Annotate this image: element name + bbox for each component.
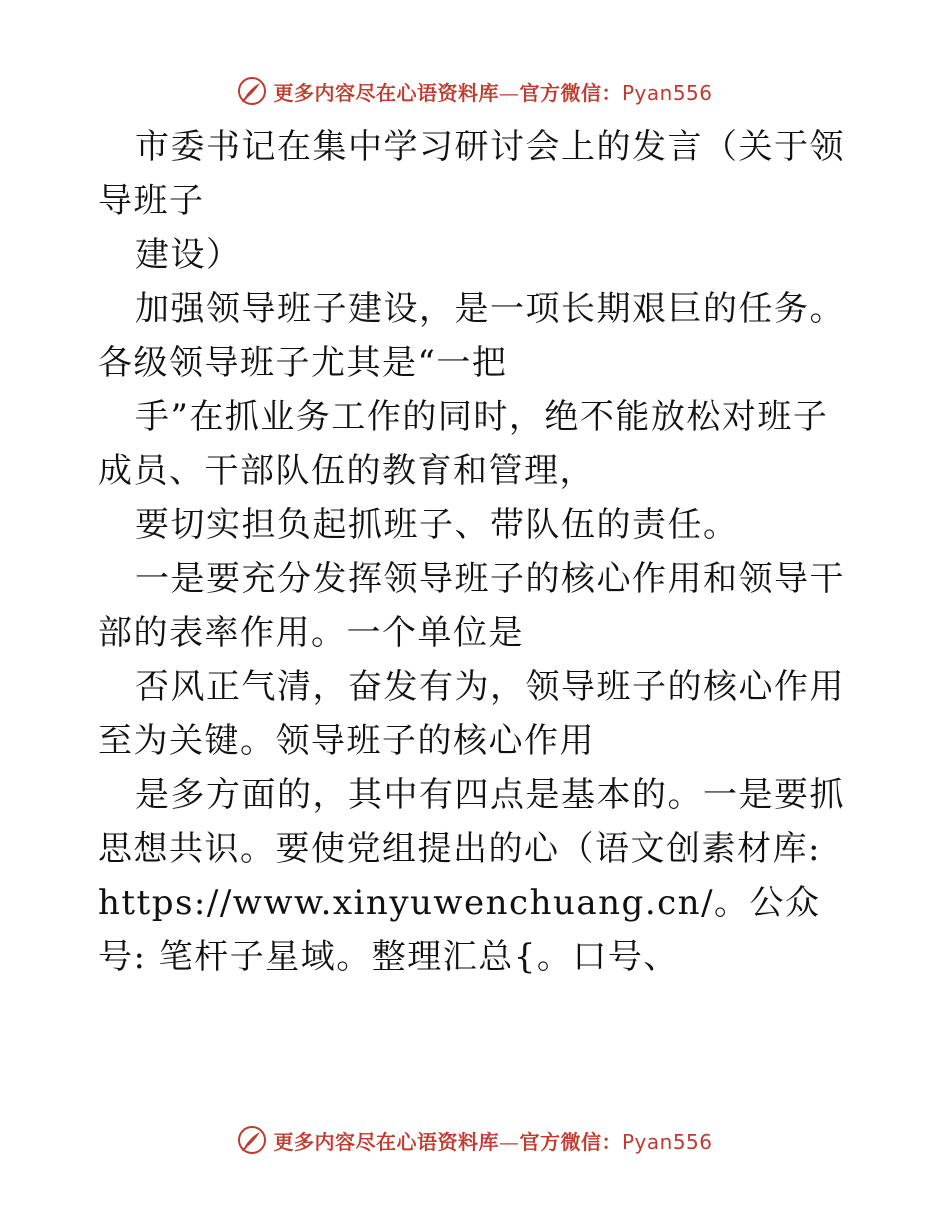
body-paragraph: 否风正气清，奋发有为，领导班子的核心作用至为关键。领导班子的核心作用 [98,667,845,761]
footer-banner-dash: — [498,1129,520,1154]
header-banner-text [273,77,712,106]
footer-wechat-id: Pyan556 [621,1129,713,1154]
footer-watermark-banner [0,1120,950,1160]
header-banner-dash: — [498,80,520,105]
document-body [98,120,852,984]
quill-pen-logo-icon [237,1125,267,1155]
header-banner-slogan: 更多内容尽在心语资料库 [273,80,499,105]
footer-wechat-label: 官方微信： [519,1129,622,1154]
footer-banner-slogan: 更多内容尽在心语资料库 [273,1129,499,1154]
footer-banner-text [273,1126,712,1155]
body-paragraph: 一是要充分发挥领导班子的核心作用和领导干部的表率作用。一个单位是 [98,559,845,653]
body-paragraph: 手”在抓业务工作的同时，绝不能放松对班子成员、干部队伍的教育和管理， [98,397,829,491]
header-wechat-label: 官方微信： [519,80,622,105]
document-title-line: 市委书记在集中学习研讨会上的发言（关于领导班子 [98,127,845,221]
body-paragraph: 是多方面的，其中有四点是基本的。一是要抓思想共识。要使党组提出的心（语文创素材库: https://www.xinyuwenchuang.cn/。公众号: 笔杆子星域。整理汇总{。口号、 [98,775,845,977]
header-wechat-id: Pyan556 [621,80,713,105]
quill-pen-logo-icon [237,76,267,106]
document-title-line-continued: 建设） [135,235,242,275]
header-watermark-banner [0,71,950,111]
body-paragraph: 要切实担负起抓班子、带队伍的责任。 [135,505,739,545]
body-paragraph: 加强领导班子建设，是一项长期艰巨的任务。各级领导班子尤其是“一把 [98,289,845,383]
